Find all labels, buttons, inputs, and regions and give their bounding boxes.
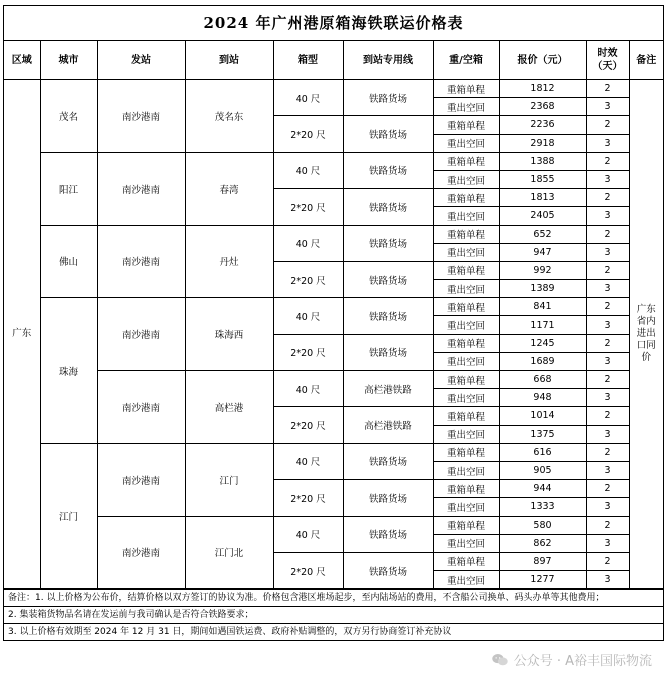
note-cell: 广东省内进出口同价	[629, 80, 663, 589]
price-cell: 1389	[499, 280, 586, 298]
transit-days-cell: 2	[586, 552, 629, 570]
price-cell: 862	[499, 534, 586, 552]
transit-days-cell: 2	[586, 298, 629, 316]
from-station-cell: 南沙港南	[97, 152, 185, 225]
container-type-cell: 40 尺	[273, 516, 343, 552]
price-cell: 580	[499, 516, 586, 534]
to-station-cell: 江门	[185, 443, 273, 516]
load-type-cell: 重箱单程	[433, 225, 499, 243]
transit-days-cell: 3	[586, 316, 629, 334]
transit-days-cell: 2	[586, 189, 629, 207]
header-dedicated-line: 到站专用线	[343, 41, 433, 80]
load-type-cell: 重箱单程	[433, 80, 499, 98]
from-station-cell: 南沙港南	[97, 80, 185, 153]
table-row	[4, 298, 663, 316]
wechat-icon	[491, 653, 509, 667]
table-row	[4, 371, 663, 389]
to-station-cell: 茂名东	[185, 80, 273, 153]
dedicated-line-cell: 铁路货场	[343, 334, 433, 370]
region-cell: 广东	[4, 80, 40, 589]
load-type-cell: 重箱单程	[433, 407, 499, 425]
watermark	[491, 650, 652, 669]
transit-days-cell: 2	[586, 480, 629, 498]
to-station-cell: 高栏港	[185, 371, 273, 444]
transit-days-cell: 3	[586, 243, 629, 261]
dedicated-line-cell: 铁路货场	[343, 80, 433, 116]
transit-days-cell: 3	[586, 534, 629, 552]
header-note: 备注	[629, 41, 663, 80]
container-type-cell: 2*20 尺	[273, 189, 343, 225]
city-cell: 阳江	[40, 152, 97, 225]
watermark-text: 公众号 · A裕丰国际物流	[513, 654, 652, 669]
container-type-cell: 40 尺	[273, 225, 343, 261]
header-to-station: 到站	[185, 41, 273, 80]
price-sheet	[3, 5, 664, 641]
transit-days-cell: 2	[586, 443, 629, 461]
price-cell: 668	[499, 371, 586, 389]
transit-days-cell: 2	[586, 116, 629, 134]
city-cell: 珠海	[40, 298, 97, 444]
price-cell: 948	[499, 389, 586, 407]
container-type-cell: 40 尺	[273, 371, 343, 407]
load-type-cell: 重出空回	[433, 389, 499, 407]
price-cell: 905	[499, 461, 586, 479]
from-station-cell: 南沙港南	[97, 516, 185, 589]
price-cell: 1014	[499, 407, 586, 425]
container-type-cell: 40 尺	[273, 152, 343, 188]
transit-days-cell: 3	[586, 389, 629, 407]
load-type-cell: 重出空回	[433, 571, 499, 589]
load-type-cell: 重箱单程	[433, 552, 499, 570]
transit-days-cell: 2	[586, 407, 629, 425]
load-type-cell: 重出空回	[433, 498, 499, 516]
price-cell: 1333	[499, 498, 586, 516]
to-station-cell: 丹灶	[185, 225, 273, 298]
load-type-cell: 重出空回	[433, 425, 499, 443]
header-price: 报价（元）	[499, 41, 586, 80]
transit-days-cell: 3	[586, 207, 629, 225]
container-type-cell: 40 尺	[273, 298, 343, 334]
table-row	[4, 225, 663, 243]
price-cell: 947	[499, 243, 586, 261]
load-type-cell: 重出空回	[433, 170, 499, 188]
price-cell: 992	[499, 261, 586, 279]
price-cell: 1375	[499, 425, 586, 443]
price-cell: 2918	[499, 134, 586, 152]
container-type-cell: 2*20 尺	[273, 261, 343, 297]
table-row	[4, 152, 663, 170]
to-station-cell: 珠海西	[185, 298, 273, 371]
city-cell: 佛山	[40, 225, 97, 298]
load-type-cell: 重箱单程	[433, 298, 499, 316]
to-station-cell: 春湾	[185, 152, 273, 225]
from-station-cell: 南沙港南	[97, 298, 185, 371]
footnote-1: 备注：1. 以上价格为公布价，结算价格以双方签订的协议为准。价格包含港区堆场起步，至内陆场站的费用，不含船公司换单、码头办单等其他费用；	[4, 590, 663, 607]
price-cell: 2405	[499, 207, 586, 225]
transit-days-cell: 2	[586, 80, 629, 98]
header-from-station: 发站	[97, 41, 185, 80]
transit-days-cell: 2	[586, 334, 629, 352]
container-type-cell: 40 尺	[273, 443, 343, 479]
dedicated-line-cell: 铁路货场	[343, 298, 433, 334]
dedicated-line-cell: 铁路货场	[343, 116, 433, 152]
transit-days-cell: 3	[586, 425, 629, 443]
price-table	[4, 41, 663, 589]
load-type-cell: 重出空回	[433, 280, 499, 298]
header-transit-days: 时效（天）	[586, 41, 629, 80]
price-cell: 1855	[499, 170, 586, 188]
price-cell: 1689	[499, 352, 586, 370]
price-cell: 1812	[499, 80, 586, 98]
load-type-cell: 重箱单程	[433, 189, 499, 207]
load-type-cell: 重出空回	[433, 98, 499, 116]
transit-days-cell: 3	[586, 571, 629, 589]
container-type-cell: 2*20 尺	[273, 334, 343, 370]
table-row	[4, 443, 663, 461]
from-station-cell: 南沙港南	[97, 371, 185, 444]
dedicated-line-cell: 铁路货场	[343, 516, 433, 552]
load-type-cell: 重箱单程	[433, 152, 499, 170]
load-type-cell: 重出空回	[433, 243, 499, 261]
load-type-cell: 重箱单程	[433, 443, 499, 461]
dedicated-line-cell: 高栏港铁路	[343, 371, 433, 407]
container-type-cell: 2*20 尺	[273, 407, 343, 443]
load-type-cell: 重箱单程	[433, 334, 499, 352]
transit-days-cell: 3	[586, 280, 629, 298]
transit-days-cell: 3	[586, 461, 629, 479]
dedicated-line-cell: 铁路货场	[343, 189, 433, 225]
dedicated-line-cell: 铁路货场	[343, 225, 433, 261]
transit-days-cell: 3	[586, 134, 629, 152]
dedicated-line-cell: 铁路货场	[343, 552, 433, 588]
price-cell: 2236	[499, 116, 586, 134]
transit-days-cell: 3	[586, 498, 629, 516]
transit-days-cell: 3	[586, 352, 629, 370]
container-type-cell: 40 尺	[273, 80, 343, 116]
load-type-cell: 重箱单程	[433, 261, 499, 279]
load-type-cell: 重出空回	[433, 316, 499, 334]
price-cell: 897	[499, 552, 586, 570]
footnotes	[4, 589, 663, 640]
transit-days-cell: 2	[586, 152, 629, 170]
load-type-cell: 重箱单程	[433, 480, 499, 498]
price-cell: 841	[499, 298, 586, 316]
table-row	[4, 80, 663, 98]
load-type-cell: 重出空回	[433, 534, 499, 552]
price-cell: 1813	[499, 189, 586, 207]
table-row	[4, 516, 663, 534]
transit-days-cell: 2	[586, 371, 629, 389]
transit-days-cell: 2	[586, 225, 629, 243]
dedicated-line-cell: 高栏港铁路	[343, 407, 433, 443]
transit-days-cell: 3	[586, 170, 629, 188]
load-type-cell: 重出空回	[433, 352, 499, 370]
dedicated-line-cell: 铁路货场	[343, 443, 433, 479]
load-type-cell: 重出空回	[433, 461, 499, 479]
dedicated-line-cell: 铁路货场	[343, 152, 433, 188]
price-cell: 616	[499, 443, 586, 461]
load-type-cell: 重箱单程	[433, 516, 499, 534]
price-cell: 2368	[499, 98, 586, 116]
header-load-type: 重/空箱	[433, 41, 499, 80]
city-cell: 江门	[40, 443, 97, 589]
to-station-cell: 江门北	[185, 516, 273, 589]
price-cell: 1388	[499, 152, 586, 170]
city-cell: 茂名	[40, 80, 97, 153]
header-container-type: 箱型	[273, 41, 343, 80]
container-type-cell: 2*20 尺	[273, 116, 343, 152]
price-cell: 1277	[499, 571, 586, 589]
container-type-cell: 2*20 尺	[273, 480, 343, 516]
price-cell: 944	[499, 480, 586, 498]
footnote-2: 2. 集装箱货物品名请在发运前与我司确认是否符合铁路要求；	[4, 607, 663, 624]
load-type-cell: 重箱单程	[433, 371, 499, 389]
transit-days-cell: 2	[586, 516, 629, 534]
from-station-cell: 南沙港南	[97, 225, 185, 298]
load-type-cell: 重箱单程	[433, 116, 499, 134]
dedicated-line-cell: 铁路货场	[343, 261, 433, 297]
load-type-cell: 重出空回	[433, 134, 499, 152]
header-region: 区域	[4, 41, 40, 80]
price-cell: 652	[499, 225, 586, 243]
from-station-cell: 南沙港南	[97, 443, 185, 516]
header-city: 城市	[40, 41, 97, 80]
footnote-3: 3. 以上价格有效期至 2024 年 12 月 31 日，期间如遇国铁运费、政府补贴调整的，双方另行协商签订补充协议	[8, 627, 452, 638]
price-cell: 1245	[499, 334, 586, 352]
price-cell: 1171	[499, 316, 586, 334]
container-type-cell: 2*20 尺	[273, 552, 343, 588]
page-title: 2024 年广州港原箱海铁联运价格表	[4, 6, 663, 41]
dedicated-line-cell: 铁路货场	[343, 480, 433, 516]
transit-days-cell: 2	[586, 261, 629, 279]
load-type-cell: 重出空回	[433, 207, 499, 225]
transit-days-cell: 3	[586, 98, 629, 116]
